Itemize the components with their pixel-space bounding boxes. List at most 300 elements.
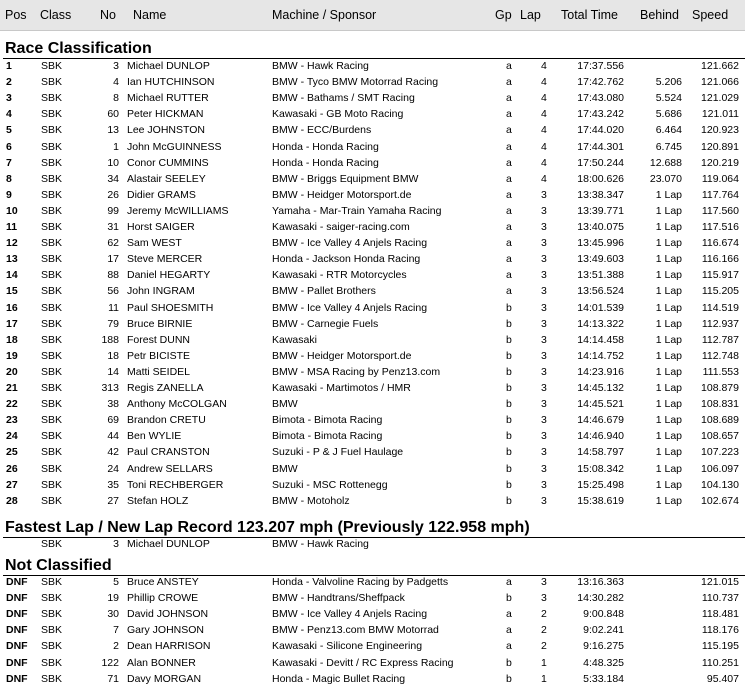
cell-lap: 3 xyxy=(541,430,547,443)
cell-machine xyxy=(272,495,350,507)
cell-separator: - xyxy=(297,237,308,250)
table-row xyxy=(0,188,745,204)
cell-separator: - xyxy=(316,269,327,282)
cell-class: SBK xyxy=(41,124,63,137)
cell-total-time: 14:46.940 xyxy=(577,430,624,443)
cell-gp: a xyxy=(506,140,512,153)
cell-name: David JOHNSON xyxy=(127,608,209,621)
cell-lap: 3 xyxy=(541,414,547,427)
cell-class: SBK xyxy=(41,624,63,637)
cell-total-time: 14:01.539 xyxy=(577,301,624,314)
cell-sponsor: Handtrans/Sheffpack xyxy=(307,592,405,605)
cell-total-time: 17:44.301 xyxy=(577,140,624,153)
cell-pos: 25 xyxy=(6,446,18,459)
cell-class: SBK xyxy=(41,60,63,72)
cell-name: John INGRAM xyxy=(127,285,195,298)
cell-lap: 3 xyxy=(541,576,547,588)
cell-pos: DNF xyxy=(6,624,28,637)
cell-total-time: 17:37.556 xyxy=(577,60,624,72)
cell-make: Bimota xyxy=(272,414,305,427)
cell-no: 188 xyxy=(101,333,119,346)
cell-separator: - xyxy=(302,253,313,266)
cell-name: Michael RUTTER xyxy=(127,92,209,105)
cell-sponsor: MSC Rottenegg xyxy=(312,478,388,491)
table-row xyxy=(0,236,745,252)
cell-pos: 13 xyxy=(6,253,18,266)
cell-name: Matti SEIDEL xyxy=(127,365,191,378)
cell-gp: b xyxy=(506,317,512,330)
cell-make: Kawasaki xyxy=(272,656,317,669)
cell-sponsor: Penz13.com BMW Motorrad xyxy=(307,624,439,637)
cell-class: SBK xyxy=(41,446,63,459)
cell-pos: 21 xyxy=(6,382,18,394)
cell-no: 3 xyxy=(113,538,119,550)
table-row xyxy=(0,623,745,639)
cell-lap: 3 xyxy=(541,285,547,298)
cell-make: Bimota xyxy=(272,430,305,443)
cell-behind: 23.070 xyxy=(649,172,682,185)
table-row xyxy=(0,268,745,284)
cell-separator: - xyxy=(297,285,308,298)
cell-no: 17 xyxy=(107,253,119,266)
cell-name: Daniel HEGARTY xyxy=(127,269,211,282)
cell-separator: - xyxy=(302,140,313,153)
cell-behind: 1 Lap xyxy=(655,253,682,266)
cell-gp: a xyxy=(506,188,512,201)
cell-name: Didier GRAMS xyxy=(127,188,196,201)
cell-sponsor: P & J Fuel Haulage xyxy=(312,446,404,459)
cell-gp: b xyxy=(506,382,512,394)
cell-behind: 1 Lap xyxy=(655,285,682,298)
cell-separator: - xyxy=(297,172,308,185)
cell-machine xyxy=(272,479,388,491)
cell-class: SBK xyxy=(41,92,63,105)
cell-lap: 4 xyxy=(541,156,547,169)
cell-pos: 9 xyxy=(6,188,12,201)
cell-behind: 1 Lap xyxy=(655,333,682,346)
cell-make: BMW xyxy=(272,285,298,298)
cell-name: Bruce BIRNIE xyxy=(127,317,193,330)
table-row xyxy=(0,607,745,623)
cell-gp: a xyxy=(506,92,512,105)
cell-class: SBK xyxy=(41,285,63,298)
cell-pos: 4 xyxy=(6,108,12,121)
cell-separator: - xyxy=(297,494,308,507)
cell-gp: b xyxy=(506,462,512,475)
cell-class: SBK xyxy=(41,462,63,475)
cell-no: 2 xyxy=(113,640,119,653)
cell-make: BMW xyxy=(272,76,298,89)
table-row xyxy=(0,397,745,413)
cell-lap: 2 xyxy=(541,640,547,653)
cell-behind: 6.464 xyxy=(655,124,682,137)
cell-behind: 1 Lap xyxy=(655,349,682,362)
cell-total-time: 15:25.498 xyxy=(577,478,624,491)
cell-sponsor: Mar-Train Yamaha Racing xyxy=(319,204,442,217)
cell-make: Suzuki xyxy=(272,446,304,459)
cell-lap: 3 xyxy=(541,317,547,330)
cell-total-time: 13:51.388 xyxy=(577,269,624,282)
cell-pos: DNF xyxy=(6,656,28,669)
cell-class: SBK xyxy=(41,478,63,491)
cell-total-time: 17:43.242 xyxy=(577,108,624,121)
cell-make: BMW xyxy=(272,301,298,314)
table-row xyxy=(0,333,745,349)
cell-machine xyxy=(272,157,379,169)
cell-name: Michael DUNLOP xyxy=(127,538,210,550)
cell-lap: 4 xyxy=(541,124,547,137)
cell-gp: a xyxy=(506,124,512,137)
cell-class: SBK xyxy=(41,140,63,153)
cell-sponsor: Martimotos / HMR xyxy=(326,382,411,394)
cell-total-time: 17:43.080 xyxy=(577,92,624,105)
cell-name: Steve MERCER xyxy=(127,253,203,266)
cell-speed: 118.176 xyxy=(701,624,739,637)
cell-no: 27 xyxy=(107,494,119,507)
cell-no: 4 xyxy=(113,76,119,89)
cell-behind: 1 Lap xyxy=(655,414,682,427)
cell-class: SBK xyxy=(41,640,63,653)
cell-gp: b xyxy=(506,333,512,346)
cell-make: Yamaha xyxy=(272,204,311,217)
cell-make: Honda xyxy=(272,672,303,685)
cell-sponsor: Ice Valley 4 Anjels Racing xyxy=(307,237,428,250)
cell-pos: 18 xyxy=(6,333,18,346)
table-row xyxy=(0,107,745,123)
cell-sponsor: Bathams / SMT Racing xyxy=(307,92,415,105)
cell-separator: - xyxy=(303,478,313,491)
cell-gp: b xyxy=(506,592,512,605)
cell-class: SBK xyxy=(41,253,63,266)
cell-sponsor: Ice Valley 4 Anjels Racing xyxy=(307,608,428,621)
cell-speed: 112.787 xyxy=(701,333,739,346)
cell-make: Kawasaki xyxy=(272,108,317,121)
table-row xyxy=(0,252,745,268)
cell-name: Ben WYLIE xyxy=(127,430,182,443)
cell-speed: 117.764 xyxy=(701,188,739,201)
cell-behind: 1 Lap xyxy=(655,478,682,491)
cell-make: Kawasaki xyxy=(272,382,317,394)
table-row xyxy=(0,639,745,655)
cell-class: SBK xyxy=(41,382,63,394)
cell-total-time: 15:38.619 xyxy=(577,494,624,507)
cell-speed: 108.657 xyxy=(701,430,739,443)
cell-gp: a xyxy=(506,172,512,185)
cell-machine xyxy=(272,189,411,201)
cell-machine xyxy=(272,269,407,281)
cell-class: SBK xyxy=(41,156,63,169)
table-row xyxy=(0,156,745,172)
cell-machine xyxy=(272,285,376,297)
cell-lap: 4 xyxy=(541,140,547,153)
cell-behind: 1 Lap xyxy=(655,204,682,217)
cell-machine xyxy=(272,430,382,442)
cell-class: SBK xyxy=(41,108,63,121)
cell-name: Peter HICKMAN xyxy=(127,108,204,121)
cell-behind: 1 Lap xyxy=(655,446,682,459)
cell-total-time: 4:48.325 xyxy=(583,656,624,669)
cell-machine xyxy=(272,463,298,475)
cell-pos: 26 xyxy=(6,462,18,475)
cell-sponsor: Valvoline Racing by Padgetts xyxy=(312,576,449,588)
cell-class: SBK xyxy=(41,672,63,685)
cell-class: SBK xyxy=(41,398,63,411)
cell-sponsor: Honda Racing xyxy=(312,156,379,169)
cell-no: 3 xyxy=(113,60,119,72)
table-row xyxy=(0,462,745,478)
cell-sponsor: MSA Racing by Penz13.com xyxy=(307,365,441,378)
cell-make: BMW xyxy=(272,349,298,362)
cell-machine xyxy=(272,657,454,669)
cell-machine xyxy=(272,640,422,652)
cell-lap: 2 xyxy=(541,608,547,621)
cell-total-time: 14:58.797 xyxy=(577,446,624,459)
cell-lap: 4 xyxy=(541,76,547,89)
cell-gp: a xyxy=(506,285,512,298)
table-row xyxy=(0,591,745,607)
cell-sponsor: Hawk Racing xyxy=(307,60,369,72)
cell-make: BMW xyxy=(272,124,298,137)
table-row xyxy=(0,365,745,381)
cell-machine xyxy=(272,237,427,249)
cell-total-time: 13:38.347 xyxy=(577,188,624,201)
cell-behind: 1 Lap xyxy=(655,237,682,250)
cell-pos: DNF xyxy=(6,640,28,653)
cell-total-time: 13:56.524 xyxy=(577,285,624,298)
cell-lap: 3 xyxy=(541,592,547,605)
cell-name: Gary JOHNSON xyxy=(127,624,205,637)
cell-sponsor: Silicone Engineering xyxy=(326,640,423,653)
cell-speed: 120.923 xyxy=(701,124,739,137)
cell-total-time: 14:45.521 xyxy=(577,398,624,411)
cell-lap: 4 xyxy=(541,60,547,72)
cell-no: 313 xyxy=(101,382,119,394)
cell-no: 7 xyxy=(113,624,119,637)
cell-name: Michael DUNLOP xyxy=(127,60,210,72)
cell-name: Anthony McCOLGAN xyxy=(127,398,227,411)
cell-separator: - xyxy=(303,446,313,459)
cell-name: Dean HARRISON xyxy=(127,640,211,653)
cell-make: BMW xyxy=(272,592,298,605)
cell-pos: 15 xyxy=(6,285,18,298)
cell-gp: a xyxy=(506,253,512,266)
cell-machine xyxy=(272,350,411,362)
cell-make: BMW xyxy=(272,172,298,185)
cell-no: 24 xyxy=(107,462,119,475)
cell-no: 14 xyxy=(107,365,119,378)
cell-total-time: 17:42.762 xyxy=(577,76,624,89)
section-title-race: Race Classification xyxy=(5,40,152,57)
table-row xyxy=(0,284,745,300)
cell-class: SBK xyxy=(41,188,63,201)
table-row xyxy=(0,413,745,429)
cell-lap: 3 xyxy=(541,333,547,346)
cell-gp: b xyxy=(506,494,512,507)
cell-pos: 1 xyxy=(6,60,12,72)
cell-machine xyxy=(272,366,440,378)
cell-machine xyxy=(272,334,317,346)
cell-separator: - xyxy=(304,414,315,427)
cell-sponsor: Heidger Motorsport.de xyxy=(307,349,412,362)
cell-sponsor: saiger-racing.com xyxy=(326,221,410,233)
cell-gp: b xyxy=(506,672,512,685)
cell-behind: 1 Lap xyxy=(655,269,682,282)
cell-gp: a xyxy=(506,237,512,250)
fastest-lap-row xyxy=(0,537,745,553)
cell-total-time: 18:00.626 xyxy=(577,172,624,185)
table-row xyxy=(0,429,745,445)
cell-gp: b xyxy=(506,301,512,314)
cell-lap: 3 xyxy=(541,478,547,491)
cell-class: SBK xyxy=(41,333,63,346)
cell-lap: 3 xyxy=(541,382,547,394)
cell-machine xyxy=(272,608,427,620)
cell-pos: 20 xyxy=(6,365,18,378)
cell-pos: DNF xyxy=(6,672,28,685)
cell-machine xyxy=(272,108,403,120)
cell-make: Honda xyxy=(272,576,303,588)
table-row xyxy=(0,672,745,688)
cell-lap: 3 xyxy=(541,349,547,362)
cell-gp: a xyxy=(506,608,512,621)
cell-speed: 116.674 xyxy=(701,237,739,250)
cell-gp: a xyxy=(506,204,512,217)
table-row xyxy=(0,301,745,317)
cell-total-time: 9:02.241 xyxy=(583,624,624,637)
cell-class: SBK xyxy=(41,656,63,669)
cell-make: BMW xyxy=(272,538,298,550)
cell-sponsor: Ice Valley 4 Anjels Racing xyxy=(307,301,428,314)
cell-separator: - xyxy=(297,592,308,605)
section-title-not-classified: Not Classified xyxy=(5,557,112,574)
cell-pos: 2 xyxy=(6,76,12,89)
cell-name: Horst SAIGER xyxy=(127,221,195,233)
table-row xyxy=(0,91,745,107)
cell-no: 122 xyxy=(101,656,119,669)
cell-name: Petr BICISTE xyxy=(127,349,191,362)
cell-total-time: 17:44.020 xyxy=(577,124,624,137)
cell-class: SBK xyxy=(41,237,63,250)
cell-sponsor: RTR Motorcycles xyxy=(326,269,407,282)
cell-separator: - xyxy=(302,672,313,685)
cell-name: Paul CRANSTON xyxy=(127,446,210,459)
cell-machine xyxy=(272,124,371,136)
table-row xyxy=(0,204,745,220)
cell-no: 1 xyxy=(113,140,119,153)
table-row xyxy=(0,140,745,156)
cell-pos: 7 xyxy=(6,156,12,169)
table-row xyxy=(0,59,745,75)
cell-separator: - xyxy=(297,608,308,621)
cell-no: 8 xyxy=(113,92,119,105)
cell-machine xyxy=(272,414,382,426)
cell-speed: 108.689 xyxy=(701,414,739,427)
cell-class: SBK xyxy=(41,349,63,362)
cell-machine xyxy=(272,382,411,394)
cell-make: BMW xyxy=(272,317,298,330)
cell-lap: 3 xyxy=(541,462,547,475)
cell-machine xyxy=(272,302,427,314)
cell-no: 99 xyxy=(107,204,119,217)
cell-separator: - xyxy=(297,301,308,314)
fastest-lap-title: Fastest Lap / New Lap Record 123.207 mph (Previously 122.958 mph) xyxy=(5,519,530,536)
cell-make: Honda xyxy=(272,140,303,153)
cell-lap: 3 xyxy=(541,221,547,233)
table-row xyxy=(0,445,745,461)
cell-pos: 28 xyxy=(6,494,18,507)
cell-speed: 119.064 xyxy=(701,172,739,185)
cell-gp: b xyxy=(506,656,512,669)
header-gp: Gp xyxy=(495,8,512,22)
cell-lap: 4 xyxy=(541,172,547,185)
header-lap: Lap xyxy=(520,8,541,22)
cell-class: SBK xyxy=(41,204,63,217)
cell-separator: - xyxy=(300,538,308,550)
cell-name: Brandon CRETU xyxy=(127,414,206,427)
cell-make: Kawasaki xyxy=(272,221,317,233)
table-row xyxy=(0,381,745,397)
cell-name: Andrew SELLARS xyxy=(127,462,213,475)
cell-lap: 3 xyxy=(541,365,547,378)
cell-make: Honda xyxy=(272,253,303,266)
cell-sponsor: Honda Racing xyxy=(312,140,379,153)
cell-gp: a xyxy=(506,76,512,89)
cell-speed: 117.560 xyxy=(701,204,739,217)
cell-lap: 3 xyxy=(541,494,547,507)
cell-behind: 1 Lap xyxy=(655,382,682,394)
cell-speed: 111.553 xyxy=(702,365,739,378)
cell-total-time: 14:46.679 xyxy=(577,414,624,427)
cell-class: SBK xyxy=(41,172,63,185)
cell-no: 5 xyxy=(113,576,119,588)
cell-no: 62 xyxy=(107,237,119,250)
table-row xyxy=(0,656,745,672)
cell-class: SBK xyxy=(41,494,63,507)
cell-gp: a xyxy=(506,624,512,637)
cell-make: Honda xyxy=(272,156,303,169)
cell-class: SBK xyxy=(41,430,63,443)
cell-class: SBK xyxy=(41,608,63,621)
cell-no: 60 xyxy=(107,108,119,121)
cell-no: 19 xyxy=(107,592,119,605)
header-machine: Machine / Sponsor xyxy=(272,8,377,22)
table-row xyxy=(0,75,745,91)
cell-make: BMW xyxy=(272,608,298,621)
cell-gp: b xyxy=(506,365,512,378)
cell-separator: - xyxy=(297,188,308,201)
cell-lap: 2 xyxy=(541,624,547,637)
cell-no: 34 xyxy=(107,172,119,185)
cell-speed: 108.831 xyxy=(701,398,739,411)
cell-name: Regis ZANELLA xyxy=(127,382,204,394)
cell-machine xyxy=(272,253,420,265)
cell-name: Bruce ANSTEY xyxy=(127,576,199,588)
cell-lap: 3 xyxy=(541,269,547,282)
cell-machine xyxy=(272,205,441,217)
cell-make: BMW xyxy=(272,237,298,250)
cell-no: 11 xyxy=(108,301,119,314)
cell-machine xyxy=(272,141,379,153)
cell-sponsor: Heidger Motorsport.de xyxy=(307,188,412,201)
cell-total-time: 9:00.848 xyxy=(583,608,624,621)
cell-separator: - xyxy=(297,124,308,137)
cell-speed: 121.029 xyxy=(701,92,739,105)
cell-lap: 1 xyxy=(541,656,547,669)
cell-behind: 1 Lap xyxy=(655,494,682,507)
cell-pos: DNF xyxy=(6,608,28,621)
cell-gp: b xyxy=(506,446,512,459)
cell-speed: 121.066 xyxy=(701,76,739,89)
